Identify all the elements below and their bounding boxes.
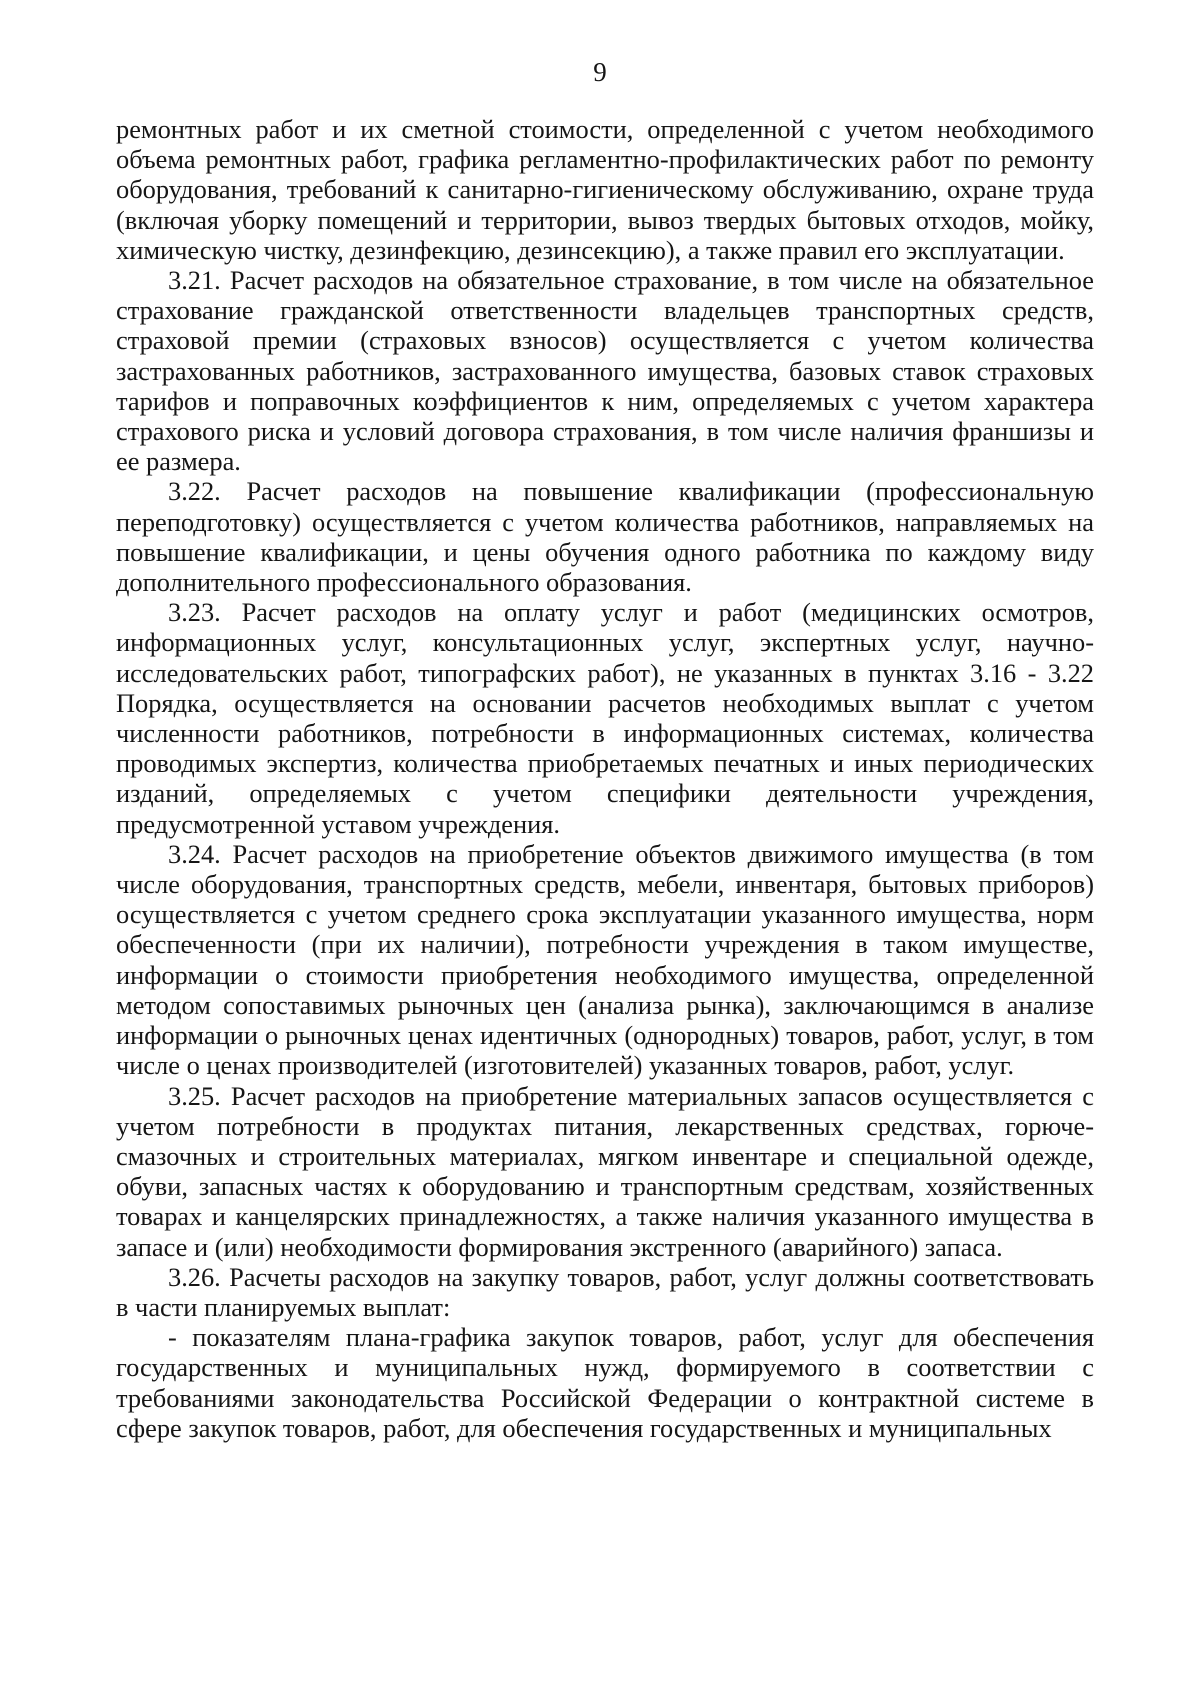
document-body [116, 114, 1094, 1443]
list-item-plan-schedule: - показателям плана-графика закупок товаров, работ, услуг для обеспечения государственных и муниципальных нужд, формируемого в соответствии с требованиями законодательства Российской Федерации о контрактной системе в сфере закупок товаров, работ, для обеспечения государственных и муниципальных [116, 1322, 1094, 1443]
paragraph-3-24: 3.24. Расчет расходов на приобретение объектов движимого имущества (в том числе оборудования, транспортных средств, мебели, инвентаря, бытовых приборов) осуществляется с учетом среднего срока эксплуатации указанного имущества, норм обеспеченности (при их наличии), потребности учреждения в таком имуществе, информации о стоимости приобретения необходимого имущества, определенной методом сопоставимых рыночных цен (анализа рынка), заключающимся в анализе информации о рыночных ценах идентичных (однородных) товаров, работ, услуг, в том числе о ценах производителей (изготовителей) указанных товаров, работ, услуг. [116, 838, 1094, 1081]
paragraph-continuation: ремонтных работ и их сметной стоимости, определенной с учетом необходимого объема ремонтных работ, графика регламентно-профилактических работ по ремонту оборудования, требований к санитарно-гигиеническому обслуживанию, охране труда (включая уборку помещений и территории, вывоз твердых бытовых отходов, мойку, химическую чистку, дезинфекцию, дезинсекцию), а также правил его эксплуатации. [116, 114, 1094, 265]
paragraph-3-26: 3.26. Расчеты расходов на закупку товаров, работ, услуг должны соответствовать в части планируемых выплат: [116, 1261, 1094, 1322]
paragraph-3-21: 3.21. Расчет расходов на обязательное страхование, в том числе на обязательное страхование гражданской ответственности владельцев транспортных средств, страховой премии (страховых взносов) осуществляется с учетом количества застрахованных работников, застрахованного имущества, базовых ставок страховых тарифов и поправочных коэффициентов к ним, определяемых с учетом характера страхового риска и условий договора страхования, в том числе наличия франшизы и ее размера. [116, 265, 1094, 477]
paragraph-3-22: 3.22. Расчет расходов на повышение квалификации (профессиональную переподготовку) осуществляется с учетом количества работников, направляемых на повышение квалификации, и цены обучения одного работника по каждому виду дополнительного профессионального образования. [116, 476, 1094, 598]
paragraph-3-23: 3.23. Расчет расходов на оплату услуг и работ (медицинских осмотров, информационных услуг, консультационных услуг, экспертных услуг, научно-исследовательских работ, типографских работ), не указанных в пунктах 3.16 - 3.22 Порядка, осуществляется на основании расчетов необходимых выплат с учетом численности работников, потребности в информационных системах, количества проводимых экспертиз, количества приобретаемых печатных и иных периодических изданий, определяемых с учетом специфики деятельности учреждения, предусмотренной уставом учреждения. [116, 597, 1094, 839]
paragraph-3-25: 3.25. Расчет расходов на приобретение материальных запасов осуществляется с учетом потребности в продуктах питания, лекарственных средствах, горюче-смазочных и строительных материалах, мягком инвентаре и специальной одежде, обуви, запасных частях к оборудованию и транспортным средствам, хозяйственных товарах и канцелярских принадлежностях, а также наличия указанного имущества в запасе и (или) необходимости формирования экстренного (аварийного) запаса. [116, 1080, 1094, 1262]
page-number: 9 [593, 57, 607, 87]
